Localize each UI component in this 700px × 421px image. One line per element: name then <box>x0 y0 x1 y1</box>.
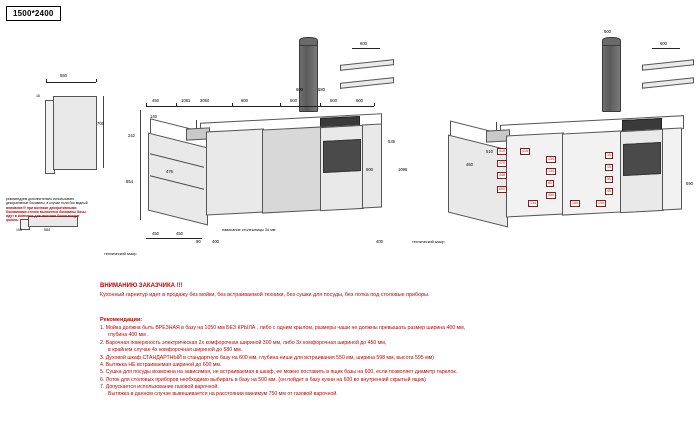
panel-width-dim-line <box>46 82 96 83</box>
tick <box>146 103 147 106</box>
hood-top-2 <box>602 37 621 46</box>
dim-500: 500 <box>366 167 373 172</box>
rec-item-3: 3. Духовой шкаф СТАНДАРТНЫЙ в стандартную базу на 600 мм, глубина ниши для встраивания 550 мм, ширина 598 мм, высота 595 мм) <box>100 354 434 361</box>
rec-item-2-sub: в крайнем случае 4х комфорочная шириной до 580 мм. <box>108 347 243 354</box>
panel-height-label: 700 <box>97 121 104 126</box>
module-label-15: 134 <box>528 200 538 207</box>
module-label-12: 45 <box>605 188 613 195</box>
dim-600-e: 600 <box>296 87 303 92</box>
dim-b-400b: 400 <box>376 239 383 244</box>
module-label-3: 448 <box>497 172 507 179</box>
dim-450: 450 <box>152 98 159 103</box>
shelf-width-label: 600 <box>360 41 367 46</box>
module-label-0: 410 <box>497 148 507 155</box>
base-cabinet-1 <box>206 128 264 215</box>
tick <box>96 79 97 82</box>
tick <box>46 79 47 82</box>
shelf-dim-line-2 <box>652 48 680 49</box>
module-label-2: 470 <box>497 160 507 167</box>
panel-width-label: 550 <box>60 73 67 78</box>
tick <box>176 103 177 106</box>
wall-shelf-lower <box>340 77 394 89</box>
side-dim-590: 590 <box>686 181 693 186</box>
recommendations-list <box>100 325 680 399</box>
dim-b-400: 400 <box>212 239 219 244</box>
height-dim-line <box>140 110 141 220</box>
overall-size-label: 1500*2400 <box>6 6 61 21</box>
module-label-4: 600 <box>497 186 507 193</box>
top-dim-chain <box>146 106 374 107</box>
caption-overhang: нависание столешницы 34 мм <box>222 228 276 232</box>
panel-note-line2: внимание!!! при монтаже декоративными боковинами стенки выносятся боковины базы идут в комплект для монтажа боков входит цоколь: <box>6 205 86 223</box>
oven-2 <box>623 142 661 176</box>
dim-3050: 3050 <box>200 98 210 103</box>
rec-item-1: 1. Мойка должна быть ВРЕЗНАЯ в базу на 1050 мм БЕЗ КРЫЛА , либо с одним крылом, размеры чаши не должны превышать размер ширина 400 мм, <box>100 325 466 331</box>
tick <box>374 103 375 106</box>
module-label-11: 55 <box>605 176 613 183</box>
rec-item-6: 6. Лоток для столовых приборов необходимо выбирать в базу на 500 мм. (он пойдет в базу кухни на 600 во внутренний скрытый ящик) <box>100 376 426 383</box>
dim-854: 854 <box>126 179 133 184</box>
module-label-8: 450 <box>546 192 556 199</box>
dim-600-b: 600 <box>290 98 297 103</box>
side-dim-510: 510 <box>486 149 493 154</box>
rec-item-4: 4. Вытяжка НЕ встраиваемая шириной до 600 мм. <box>100 361 222 368</box>
module-label-6: 134 <box>546 168 556 175</box>
warning-body: Кухонный гарнитур идет в продажу без мойки, без встраиваемой техники, без сушки для посуды, без лотка под столовые приборы. <box>100 292 430 298</box>
base-cabinet-corner <box>148 133 208 226</box>
shelf-dim-line <box>352 48 380 49</box>
dim-b-450b: 450 <box>176 231 183 236</box>
tick <box>320 103 321 106</box>
base-cabinet-3 <box>362 123 382 208</box>
caption-tech-gap-right: технический зазор <box>412 240 445 244</box>
module-label-9: 15 <box>605 152 613 159</box>
dim-b-90: 90 <box>196 239 201 244</box>
panel-note-line1: рекомендуем дополнительно использовать декоративные боковины, в случае если бок видный <box>6 197 88 206</box>
dim-600-d: 600 <box>356 98 363 103</box>
faucet <box>196 120 197 128</box>
rec-item-7: 7. Допускается использование газовой варочной. <box>100 384 219 390</box>
module-label-7: 80 <box>546 180 554 187</box>
dim-600-a: 600 <box>241 98 248 103</box>
module-label-5: 134 <box>546 156 556 163</box>
module-3 <box>662 127 682 210</box>
rec-item-5: 5. Сушка для посуды возможна на зависимая, не встраиваемая в шкаф, ее можно поставить в ящик базы на 600, если позволяет диаметр тарелок. <box>100 369 458 376</box>
dim-1081: 1081 <box>181 98 191 103</box>
caption-tech-gap-left: технический зазор <box>104 252 137 256</box>
tick <box>280 103 281 106</box>
hood-dim-label: 600 <box>604 29 611 34</box>
module-label-13: 150 <box>570 200 580 207</box>
rec-item-1-sub: глубина 400 мм . <box>108 332 149 339</box>
dim-140: 140 <box>150 114 157 119</box>
tick <box>232 103 233 106</box>
side-dim-460: 460 <box>466 162 473 167</box>
wall-shelf-upper <box>340 59 394 71</box>
wall-shelf-lower-2 <box>642 77 694 88</box>
oven <box>323 139 361 173</box>
hood-cylinder <box>299 42 318 112</box>
rec-item-2: 2. Варочная поверхность электрическая 2х комфорочная шириной 300 мм, либо 3х комфорочная шириной до 450 мм, <box>100 339 387 346</box>
side-dim-1096: 1096 <box>398 167 408 172</box>
bottom-dim-line-1 <box>146 238 202 239</box>
panel-face <box>53 96 97 170</box>
dim-535: 535 <box>388 139 395 144</box>
hood-cylinder-2 <box>602 42 621 112</box>
dim-476: 476 <box>166 169 173 174</box>
module-label-1: 415 <box>520 148 530 155</box>
module-label-10: 15 <box>605 164 613 171</box>
hood-top <box>299 37 318 46</box>
dim-600-c: 600 <box>330 98 337 103</box>
dim-242: 242 <box>128 133 135 138</box>
dim-b-450: 450 <box>152 231 159 236</box>
faucet-2 <box>496 122 497 130</box>
shelf-width-label-2: 600 <box>660 41 667 46</box>
warning-title: ВНИМАНИЮ ЗАКАЗЧИКА !!! <box>100 283 183 289</box>
panel-note <box>6 197 92 223</box>
rec-item-7-sub: Вытяжка в данном случае вывешивается на расстоянии минимум 750 мм от газовой варочной. <box>108 391 338 398</box>
plinth-width-label: 584 <box>44 228 50 232</box>
dim-680: 680 <box>318 87 325 92</box>
module-label-14: 150 <box>596 200 606 207</box>
panel-thickness-label: 16 <box>36 94 40 98</box>
plinth-depth-label: 100 <box>16 228 22 232</box>
panel-height-dim-line <box>103 96 104 168</box>
recommendations-title: Рекомендации: <box>100 317 143 323</box>
wall-shelf-upper-2 <box>642 59 694 70</box>
base-cabinet-2 <box>262 126 322 213</box>
